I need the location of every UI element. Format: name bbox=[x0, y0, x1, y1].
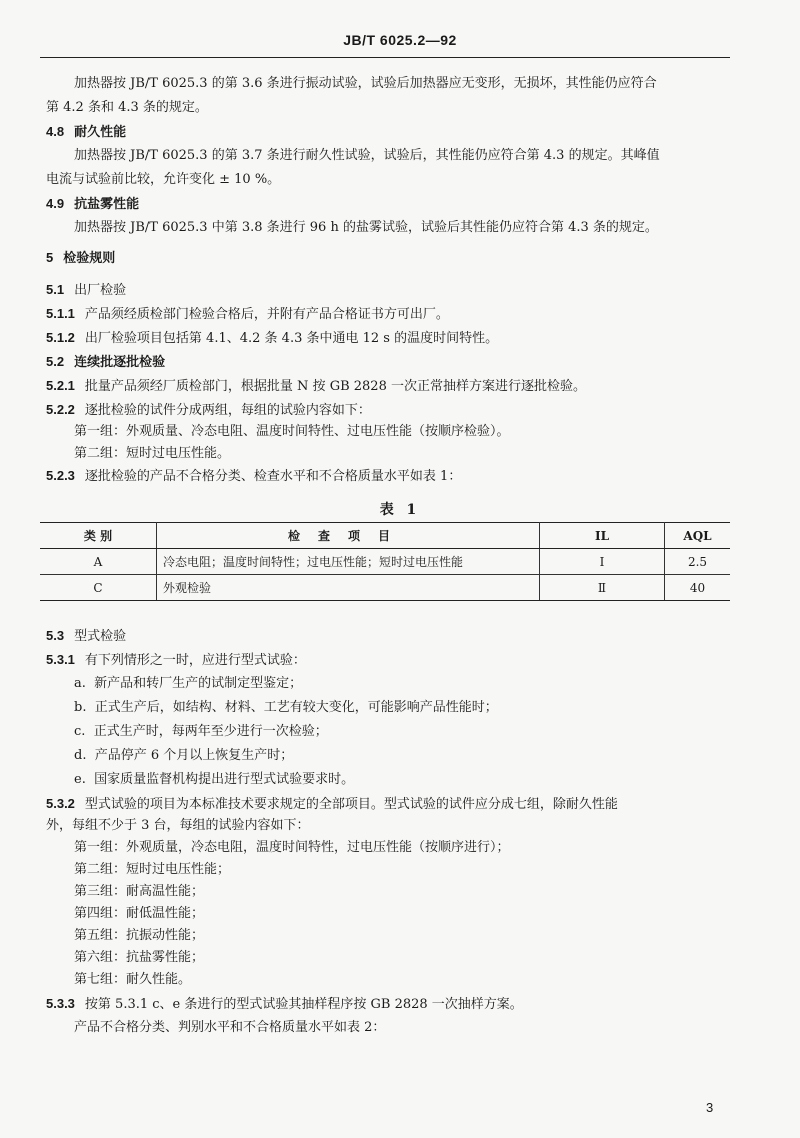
paragraph-line: 加热器按 JB/T 6025.3 的第 3.7 条进行耐久性试验，试验后，其性能仍应符合第 4.3 的规定。其峰值 bbox=[74, 148, 660, 163]
list-text: 新产品和转厂生产的试制定型鉴定； bbox=[94, 676, 303, 691]
list-key: b. bbox=[74, 700, 87, 715]
group-line: 第二组：短时过电压性能。 bbox=[74, 446, 231, 461]
table-cell: Ⅰ bbox=[540, 549, 665, 575]
list-text: 产品停产 6 个月以上恢复生产时； bbox=[94, 748, 294, 763]
clause-number: 5.3.1 bbox=[46, 652, 75, 667]
table-header-cell: 检查项目 bbox=[157, 523, 540, 549]
section-heading-5-2 bbox=[46, 354, 165, 371]
clause-5-3-2 bbox=[46, 796, 618, 813]
table-cell: 40 bbox=[665, 575, 731, 601]
table-cell: 冷态电阻；温度时间特性；过电压性能；短时过电压性能 bbox=[157, 549, 540, 575]
section-number: 4.9 bbox=[46, 196, 65, 211]
paragraph-line: 加热器按 JB/T 6025.3 中第 3.8 条进行 96 h 的盐雾试验，试验后其性能仍应符合第 4.3 条的规定。 bbox=[74, 220, 658, 235]
table-caption: 表 1 bbox=[379, 502, 421, 518]
section-title: 抗盐雾性能 bbox=[74, 197, 140, 212]
list-item bbox=[74, 748, 293, 764]
section-heading-4-9 bbox=[46, 196, 139, 213]
group-line: 第一组：外观质量，冷态电阻，温度时间特性，过电压性能（按顺序进行）； bbox=[74, 840, 510, 855]
header-rule bbox=[40, 57, 730, 58]
list-key: c. bbox=[74, 724, 86, 739]
clause-text: 产品须经质检部门检验合格后，并附有产品合格证书方可出厂。 bbox=[84, 307, 449, 322]
clause-number: 5.2.2 bbox=[46, 402, 75, 417]
group-line: 第一组：外观质量、冷态电阻、温度时间特性、过电压性能（按顺序检验）。 bbox=[74, 424, 510, 439]
list-key: e. bbox=[74, 772, 86, 787]
clause-number: 5.2.3 bbox=[46, 468, 75, 483]
table-cell: Ⅱ bbox=[540, 575, 665, 601]
clause-text: 有下列情形之一时，应进行型式试验： bbox=[84, 653, 306, 668]
list-text: 正式生产后，如结构、材料、工艺有较大变化，可能影响产品性能时； bbox=[94, 700, 498, 715]
section-title: 型式检验 bbox=[74, 629, 127, 644]
group-line: 第七组：耐久性能。 bbox=[74, 972, 192, 987]
list-text: 国家质量监督机构提出进行型式试验要求时。 bbox=[94, 772, 355, 787]
clause-5-1-2 bbox=[46, 330, 498, 347]
table-header-cell: 类 别 bbox=[40, 523, 157, 549]
section-title: 耐久性能 bbox=[74, 125, 127, 140]
list-key: a. bbox=[74, 676, 86, 691]
section-title: 连续批逐批检验 bbox=[74, 355, 166, 370]
table-cell: 外观检验 bbox=[157, 575, 540, 601]
clause-text: 按第 5.3.1 c、e 条进行的型式试验其抽样程序按 GB 2828 一次抽样方案。 bbox=[84, 997, 523, 1012]
table-header-cell: IL bbox=[540, 523, 665, 549]
list-item bbox=[74, 772, 354, 788]
section-heading-5 bbox=[46, 250, 115, 267]
list-key: d. bbox=[74, 748, 87, 763]
paragraph-line: 外，每组不少于 3 台，每组的试验内容如下： bbox=[46, 818, 310, 833]
clause-text: 逐批检验的试件分成两组，每组的试验内容如下： bbox=[84, 403, 371, 418]
clause-number: 5.1.2 bbox=[46, 330, 75, 345]
group-line: 第二组：短时过电压性能； bbox=[74, 862, 231, 877]
section-number: 5.2 bbox=[46, 354, 65, 369]
table-header-row bbox=[40, 523, 730, 549]
section-number: 5 bbox=[46, 250, 54, 265]
table-row bbox=[40, 549, 730, 575]
clause-number: 5.2.1 bbox=[46, 378, 75, 393]
section-heading-5-1 bbox=[46, 282, 126, 299]
clause-number: 5.3.3 bbox=[46, 996, 75, 1011]
section-number: 5.3 bbox=[46, 628, 65, 643]
clause-5-3-3 bbox=[46, 996, 523, 1013]
section-number: 4.8 bbox=[46, 124, 65, 139]
clause-text: 逐批检验的产品不合格分类、检查水平和不合格质量水平如表 1： bbox=[84, 469, 462, 484]
clause-5-1-1 bbox=[46, 306, 449, 323]
section-title: 出厂检验 bbox=[74, 283, 127, 298]
clause-number: 5.3.2 bbox=[46, 796, 75, 811]
clause-5-3-1 bbox=[46, 652, 306, 669]
table-cell: C bbox=[40, 575, 157, 601]
clause-5-2-3 bbox=[46, 468, 461, 485]
paragraph-line: 产品不合格分类、判别水平和不合格质量水平如表 2： bbox=[74, 1020, 386, 1035]
list-item bbox=[74, 700, 498, 716]
group-line: 第三组：耐高温性能； bbox=[74, 884, 205, 899]
section-title: 检验规则 bbox=[63, 251, 116, 266]
table-1 bbox=[40, 522, 730, 601]
document-header: JB/T 6025.2—92 bbox=[343, 32, 457, 48]
table-cell: 2.5 bbox=[665, 549, 731, 575]
clause-text: 型式试验的项目为本标准技术要求规定的全部项目。型式试验的试件应分成七组，除耐久性能 bbox=[84, 797, 618, 812]
table-row bbox=[40, 575, 730, 601]
group-line: 第六组：抗盐雾性能； bbox=[74, 950, 205, 965]
group-line: 第五组：抗振动性能； bbox=[74, 928, 205, 943]
section-heading-4-8 bbox=[46, 124, 126, 141]
clause-5-2-2 bbox=[46, 402, 371, 419]
list-item bbox=[74, 724, 328, 740]
clause-5-2-1 bbox=[46, 378, 586, 395]
table-header-cell: AQL bbox=[665, 523, 731, 549]
paragraph-line: 第 4.2 条和 4.3 条的规定。 bbox=[46, 100, 208, 115]
clause-text: 批量产品须经厂质检部门，根据批量 N 按 GB 2828 一次正常抽样方案进行逐批检验。 bbox=[84, 379, 586, 394]
section-number: 5.1 bbox=[46, 282, 65, 297]
list-text: 正式生产时，每两年至少进行一次检验； bbox=[93, 724, 328, 739]
table-cell: A bbox=[40, 549, 157, 575]
clause-number: 5.1.1 bbox=[46, 306, 75, 321]
group-line: 第四组：耐低温性能； bbox=[74, 906, 205, 921]
clause-text: 出厂检验项目包括第 4.1、4.2 条 4.3 条中通电 12 s 的温度时间特性。 bbox=[84, 331, 499, 346]
list-item bbox=[74, 676, 302, 692]
paragraph-line: 电流与试验前比较，允许变化 ± 10 %。 bbox=[46, 172, 281, 187]
section-heading-5-3 bbox=[46, 628, 126, 645]
paragraph-line: 加热器按 JB/T 6025.3 的第 3.6 条进行振动试验，试验后加热器应无变形，无损坏，其性能仍应符合 bbox=[74, 76, 657, 91]
page-number: 3 bbox=[706, 1100, 714, 1115]
